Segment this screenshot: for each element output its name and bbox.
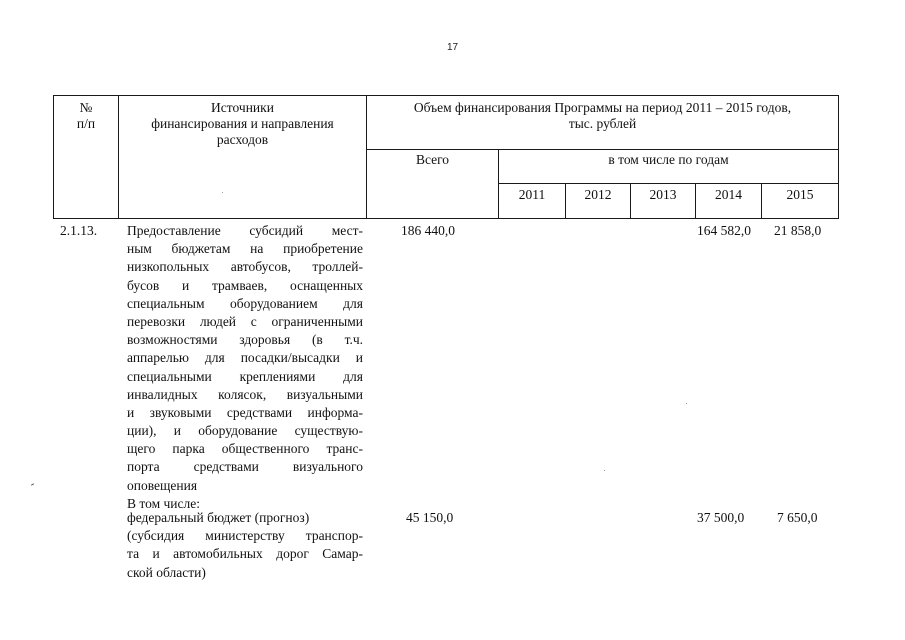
row-number: 2.1.13. (60, 223, 98, 238)
header-col-by-years: в том числе по годам (608, 152, 729, 167)
description-line: бусов и трамваев, оснащенных (127, 277, 363, 293)
description-line: аппарелью для посадки/высадки и (127, 350, 363, 366)
row-description (127, 509, 363, 582)
header-year-2011: 2011 (518, 187, 546, 202)
header-col-volume-line2: тыс. рублей (568, 116, 637, 131)
description-line: ным бюджетам на приобретение (127, 241, 363, 257)
scan-speck (604, 470, 605, 471)
header-col-num-line1: № (79, 100, 93, 115)
header-col-volume (367, 100, 838, 132)
row-total: 186 440,0 (401, 223, 455, 238)
row-value-2014: 37 500,0 (697, 510, 745, 525)
description-line: специальным оборудованием для (127, 295, 363, 311)
header-year-2015: 2015 (786, 187, 814, 202)
page-number: 17 (446, 42, 459, 53)
description-line: Предоставление субсидий мест- (127, 223, 363, 238)
row-value-2015: 7 650,0 (777, 510, 818, 525)
row-description (127, 222, 363, 513)
header-col-num-line2: п/п (76, 116, 96, 131)
header-divider-volume (366, 149, 839, 150)
description-line: федеральный бюджет (прогноз) (127, 510, 310, 525)
header-col-source (119, 100, 366, 148)
header-bottom-border (53, 218, 839, 219)
header-divider-years (498, 183, 839, 184)
description-line: низкопольных автобусов, троллей- (127, 259, 363, 275)
row-total: 45 150,0 (406, 510, 454, 525)
row-value-2014: 164 582,0 (697, 223, 751, 238)
description-line: специальными креплениями для (127, 368, 363, 384)
header-col-source-line2: финансирования и направления (151, 116, 334, 131)
description-line: оповещения (127, 477, 198, 493)
header-col-source-line1: Источники (211, 100, 274, 115)
header-year-2012: 2012 (584, 187, 612, 202)
description-line: (субсидия министерству транспор- (127, 528, 363, 544)
subheading: В том числе: (127, 495, 200, 511)
scan-speck (31, 483, 34, 485)
description-line: та и автомобильных дорог Самар- (127, 546, 363, 562)
table-top-border (53, 95, 839, 96)
description-line: инвалидных колясок, визуальными (127, 386, 363, 402)
description-line: щего парка общественного транс- (127, 441, 363, 457)
scan-speck (222, 192, 223, 193)
description-line: возможностями здоровья (в т.ч. (127, 332, 363, 348)
description-line: ской области) (127, 564, 206, 580)
description-line: и звуковыми средствами информа- (127, 404, 363, 420)
header-col-volume-line1: Объем финансирования Программы на период 2011 – 2015 годов, (413, 100, 792, 115)
row-value-2015: 21 858,0 (774, 223, 822, 238)
description-line: перевозки людей с ограниченными (127, 313, 363, 329)
header-col-source-line3: расходов (216, 132, 269, 147)
scan-speck (686, 403, 687, 404)
table-right-border (838, 95, 839, 219)
header-year-2014: 2014 (715, 187, 742, 202)
header-col-num (54, 100, 118, 132)
description-line: ции), и оборудование существую- (127, 423, 363, 439)
header-col-total: Всего (415, 152, 450, 167)
header-year-2013: 2013 (649, 187, 677, 202)
description-line: порта средствами визуального (127, 459, 363, 475)
